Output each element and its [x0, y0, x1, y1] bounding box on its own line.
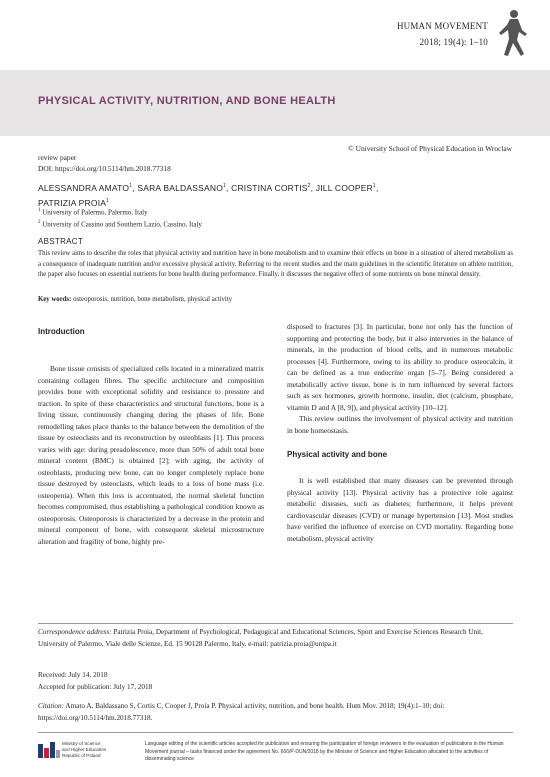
- section-heading-physical-activity: Physical activity and bone: [287, 450, 388, 459]
- author-name: PATRIZIA PROIA: [38, 197, 107, 208]
- citation-label: Citation:: [38, 702, 64, 710]
- funding-statement: Language editing of the scientific articles accepted for publication and ensuring the participation of foreign reviewers in the evaluation of publications in the Human Movement journal – tasks financed under the agreement No. 666/P-DUN/2018 by the Minister of Science and Higher Education allocated to the activities of disseminating science: [145, 741, 504, 763]
- author-affiliation-mark: 1: [372, 183, 376, 189]
- section-heading-introduction: Introduction: [38, 327, 85, 336]
- article-meta: [38, 152, 171, 174]
- accepted-date: Accepted for publication: July 17, 2018: [38, 682, 153, 691]
- article-type: review paper: [38, 153, 77, 162]
- author-name: CRISTINA CORTIS: [231, 182, 308, 193]
- affiliation-number: 1: [38, 208, 41, 213]
- ministry-line-1: Ministry of Science: [62, 741, 101, 746]
- body-paragraph: This review outlines the involvement of physical activity and nutrition in bone homeostasis.: [287, 414, 513, 435]
- journal-name: HUMAN MOVEMENT: [396, 21, 488, 31]
- article-doi[interactable]: DOI: https://doi.org/10.5114/hm.2018.77318: [38, 164, 171, 173]
- body-paragraph: disposed to fractures [3]. In particular, bone not only has the function of supporting and protecting the body, but it also intervenes in the balance of minerals, in the production of blood cells, and in numerous metabolic processes [4]. Furthermore, owing to its ability to produce osteocalcin, it can be defined as a true endocrine organ [5–7]. Being considered a metabolically active tissue, bone is in turn influenced by several factors such as sex hormones, growth hormone, insulin, diet (calcium, phosphate, vitamin D and A [8, 9]), and physical activity [10–12].: [287, 322, 513, 412]
- affiliation-text: University of Cassino and Southern Lazio, Cassino, Italy: [42, 220, 202, 229]
- citation: [38, 701, 513, 724]
- body-column-right: [287, 321, 513, 544]
- correspondence-address: [38, 627, 513, 650]
- copyright-notice: © University School of Physical Education in Wroclaw: [348, 144, 512, 153]
- footer-divider: [38, 623, 513, 624]
- body-column-left: [38, 321, 264, 547]
- affiliation-item: [38, 206, 202, 218]
- received-date: Received: July 14, 2018: [38, 671, 108, 679]
- footer-divider-bottom: [38, 732, 513, 733]
- author-separator: ,: [375, 182, 379, 193]
- citation-text: Amato A, Baldassano S, Cortis C, Cooper J, Proia P. Physical activity, nutrition, and bone health. Hum Mov. 2018; 19(4):1–10; doi: https://doi.org/10.5114/hm.2018.77318.: [38, 702, 445, 722]
- article-title: PHYSICAL ACTIVITY, NUTRITION, AND BONE HEALTH: [38, 95, 336, 107]
- author-separator: ,: [226, 182, 232, 193]
- affiliation-number: 2: [38, 219, 41, 225]
- athlete-logo-icon: [496, 8, 530, 58]
- affiliation-list: [38, 206, 202, 230]
- author-name: SARA BALDASSANO: [137, 182, 224, 193]
- author-separator: ,: [132, 182, 138, 193]
- keywords: [38, 295, 513, 306]
- journal-header: [397, 18, 488, 50]
- keywords-list: osteoporosis, nutrition, bone metabolism, physical activity: [73, 296, 233, 303]
- affiliation-text: University of Palermo, Palermo, Italy: [42, 208, 148, 217]
- abstract-heading: ABSTRACT: [38, 237, 84, 246]
- author-separator: ,: [310, 182, 316, 193]
- author-affiliation-mark: 1: [223, 183, 226, 189]
- author-affiliation-mark: 2: [307, 183, 311, 189]
- correspondence-label: Correspondence address:: [38, 628, 112, 636]
- correspondence-text: Patrizia Proia, Department of Psychological, Pedagogical and Educational Sciences, Sport and Exercise Sciences Research Unit, University of Palermo, Viale delle Scienze, Ed. 15 90128 Palermo, Italy, e-mail: patrizia.proia@unipa.it: [38, 628, 483, 648]
- affiliation-item: [38, 218, 202, 230]
- author-name: ALESSANDRA AMATO: [38, 182, 130, 193]
- author-affiliation-mark: 1: [106, 197, 110, 204]
- article-dates: [38, 670, 152, 693]
- keywords-label: Key words:: [38, 296, 72, 303]
- ministry-line-3: Republic of Poland: [62, 753, 101, 758]
- author-affiliation-mark: 1: [129, 183, 133, 189]
- body-paragraph: It is well established that many diseases can be prevented through physical activity [13]. Physical activity has a protective role against metabolic diseases, such as diabetes; furthermore, it helps prevent cardiovascular diseases (CVD) or manage hypertension [13]. Most studies have verified the influence of exercise on CVD mortality. Regarding bone metabolism, physical activity: [287, 476, 513, 543]
- author-name: JILL COOPER: [315, 182, 373, 193]
- ministry-line-2: and Higher Education: [62, 747, 107, 752]
- ministry-name: [62, 741, 106, 759]
- abstract-text: This review aims to describe the roles that physical activity and nutrition have in bone metabolism and to examine their effects on bone in a situation of altered metabolism as a consequence of inadequate nutrition and/or excessive physical activity. Referring to the recent studies and the main guidelines in the scientific literature on athlete nutrition, the paper also focuses on essential nutrients for bone health during performance. Finally, it discusses the negative effect of some nutrients on bone mineral density.: [38, 250, 513, 279]
- journal-issue: 2018; 19(4): 1–10: [419, 37, 488, 47]
- body-paragraph: Bone tissue consists of specialized cells located in a mineralized matrix containing collagen fibres. The specific architecture and composition provides bone with exceptional solidity and resistance to pressure and traction. In spite of these characteristics and structural functions, bone is a living tissue, continuously changing during the phases of life. Bone remodelling takes place thanks to the balance between the demolition of the tissue by osteoclasts and its reconstruction by osteoblasts [1]. This process varies with age: during preadolescence, more than 50% of adult total bone mineral content (BMC) is obtained [2]; with aging, the activity of osteoblasts, producing new bone, can no longer completely replace bone tissue destroyed by osteoclasts, which leads to a loss of bone mass (i.e. osteopenia). When this loss is accentuated, the normal skeletal function becomes compromised, thus establishing a pathological condition known as osteoporosis. Osteoporosis is characterized by a decrease in the protein and mineral component of bone, with consequent skeletal microstructure alteration and fragility of bone, highly pre-: [38, 364, 264, 546]
